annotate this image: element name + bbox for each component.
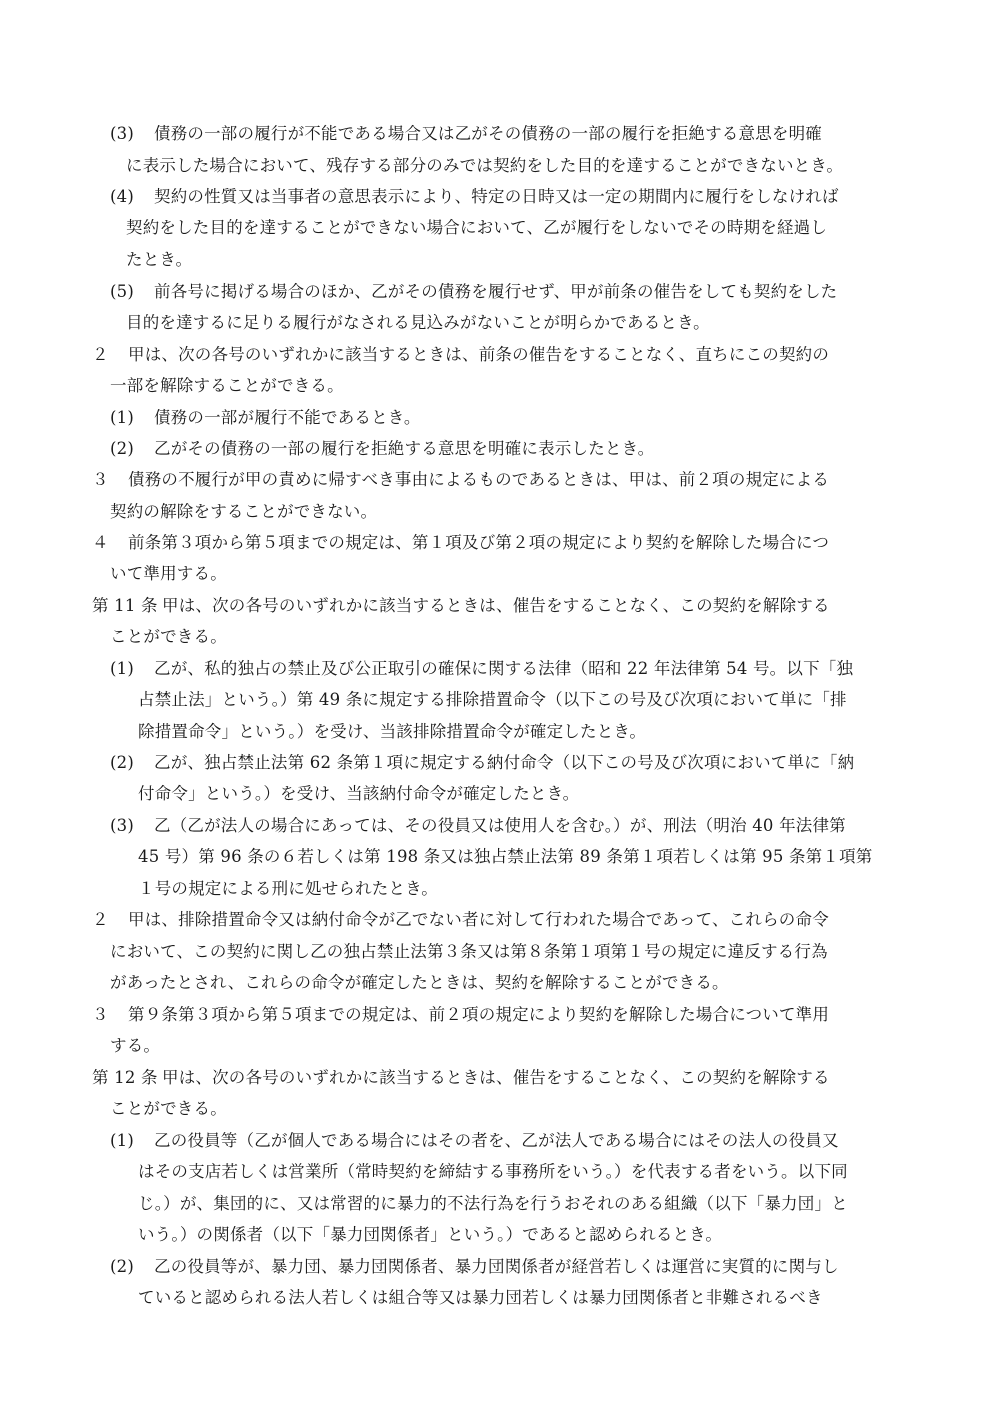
paragraph-line: １号の規定による刑に処せられたとき。 <box>138 879 438 898</box>
line-text: 甲は、次の各号のいずれかに該当するときは、催告をすることなく、この契約を解除する <box>162 596 830 615</box>
paragraph-line: いて準用する。 <box>110 564 227 583</box>
paragraph-line: 占禁止法」という。）第 49 条に規定する排除措置命令（以下この号及び次項において単に「排 <box>138 690 847 709</box>
article-first-line <box>92 598 830 615</box>
paragraph-first-line <box>110 284 837 301</box>
paragraph-number: ４ <box>92 533 109 552</box>
line-text: 甲は、次の各号のいずれかに該当するときは、前条の催告をすることなく、直ちにこの契約の <box>128 345 830 364</box>
paragraph-number: ３ <box>92 470 109 489</box>
line-text: 乙が、独占禁止法第 62 条第１項に規定する納付命令（以下この号及び次項において単に「納 <box>154 753 855 772</box>
paragraph-first-line <box>92 535 829 552</box>
paragraph-first-line <box>110 661 853 678</box>
paragraph-line: はその支店若しくは営業所（常時契約を締結する事務所をいう。）を代表する者をいう。以下同 <box>138 1162 848 1181</box>
paragraph-number: ２ <box>92 345 109 364</box>
paragraph-number: ３ <box>92 1005 109 1024</box>
paragraph-first-line <box>110 1133 839 1150</box>
paragraph-line: 契約をした目的を達することができない場合において、乙が履行をしないでその時期を経過し <box>126 218 828 237</box>
paragraph-first-line <box>110 441 654 458</box>
line-text: 乙の役員等が、暴力団、暴力団関係者、暴力団関係者が経営若しくは運営に実質的に関与し <box>154 1257 839 1276</box>
line-text: 乙（乙が法人の場合にあっては、その役員又は使用人を含む。）が、刑法（明治 40 年法律第 <box>154 816 846 835</box>
paragraph-line: において、この契約に関し乙の独占禁止法第３条又は第８条第１項第１号の規定に違反する行為 <box>110 942 828 961</box>
line-text: 甲は、排除措置命令又は納付命令が乙でない者に対して行われた場合であって、これらの命令 <box>128 910 829 929</box>
line-text: 債務の一部が履行不能であるとき。 <box>154 408 421 427</box>
line-text: 甲は、次の各号のいずれかに該当するときは、催告をすることなく、この契約を解除する <box>162 1068 830 1087</box>
item-number: (1) <box>110 408 134 427</box>
paragraph-first-line <box>110 818 846 835</box>
line-text: 債務の一部の履行が不能である場合又は乙がその債務の一部の履行を拒絶する意思を明確 <box>154 124 822 143</box>
paragraph-line: 契約の解除をすることができない。 <box>110 502 378 521</box>
article-line: ことができる。 <box>110 627 227 646</box>
paragraph-first-line <box>110 755 854 772</box>
item-number: (5) <box>110 282 134 301</box>
paragraph-first-line <box>92 472 829 489</box>
paragraph-line: じ。）が、集団的に、又は常習的に暴力的不法行為を行うおそれのある組織（以下「暴力団」と <box>138 1194 848 1213</box>
paragraph-line: する。 <box>110 1036 161 1055</box>
paragraph-line: 一部を解除することができる。 <box>110 376 344 395</box>
paragraph-first-line <box>110 1259 839 1276</box>
line-text: 第９条第３項から第５項までの規定は、前２項の規定により契約を解除した場合について準用 <box>128 1005 830 1024</box>
line-text: 契約の性質又は当事者の意思表示により、特定の日時又は一定の期間内に履行をしなければ <box>154 187 839 206</box>
paragraph-line: いう。）の関係者（以下「暴力団関係者」という。）であると認められるとき。 <box>138 1225 723 1244</box>
paragraph-line: ていると認められる法人若しくは組合等又は暴力団若しくは暴力団関係者と非難されるべき <box>138 1288 823 1307</box>
paragraph-number: ２ <box>92 910 109 929</box>
line-text: 前各号に掲げる場合のほか、乙がその債務を履行せず、甲が前条の催告をしても契約をした <box>154 282 838 301</box>
item-number: (1) <box>110 659 134 678</box>
line-text: 前条第３項から第５項までの規定は、第１項及び第２項の規定により契約を解除した場合につ <box>128 533 830 552</box>
paragraph-line: があったとされ、これらの命令が確定したときは、契約を解除することができる。 <box>110 973 729 992</box>
item-number: (1) <box>110 1131 134 1150</box>
item-number: (2) <box>110 753 134 772</box>
item-number: (3) <box>110 124 134 143</box>
paragraph-first-line <box>92 912 829 929</box>
paragraph-line: たとき。 <box>126 250 193 269</box>
line-text: 乙がその債務の一部の履行を拒絶する意思を明確に表示したとき。 <box>154 439 655 458</box>
line-text: 乙の役員等（乙が個人である場合にはその者を、乙が法人である場合にはその法人の役員又 <box>154 1131 839 1150</box>
item-number: (2) <box>110 439 134 458</box>
item-number: (3) <box>110 816 134 835</box>
line-text: 乙が、私的独占の禁止及び公正取引の確保に関する法律（昭和 22 年法律第 54 号。以下「独 <box>154 659 854 678</box>
paragraph-first-line <box>92 1007 829 1024</box>
paragraph-line: に表示した場合において、残存する部分のみでは契約をした目的を達することができないとき。 <box>126 156 844 175</box>
paragraph-first-line <box>110 189 839 206</box>
paragraph-line: 付命令」という。）を受け、当該納付命令が確定したとき。 <box>138 784 580 803</box>
article-number: 第 11 条 <box>92 596 158 615</box>
line-text: 債務の不履行が甲の責めに帰すべき事由によるものであるときは、甲は、前２項の規定による <box>128 470 830 489</box>
item-number: (2) <box>110 1257 134 1276</box>
article-number: 第 12 条 <box>92 1068 158 1087</box>
paragraph-line: 45 号）第 96 条の６若しくは第 198 条又は独占禁止法第 89 条第１項若しくは第 95 条第１項第 <box>138 847 873 866</box>
paragraph-first-line <box>92 347 829 364</box>
item-number: (4) <box>110 187 134 206</box>
paragraph-line: 除措置命令」という。）を受け、当該排除措置命令が確定したとき。 <box>138 722 647 741</box>
paragraph-first-line <box>110 410 421 427</box>
article-first-line <box>92 1070 830 1087</box>
paragraph-line: 目的を達するに足りる履行がなされる見込みがないことが明らかであるとき。 <box>126 313 710 332</box>
paragraph-first-line <box>110 126 822 143</box>
article-line: ことができる。 <box>110 1099 227 1118</box>
